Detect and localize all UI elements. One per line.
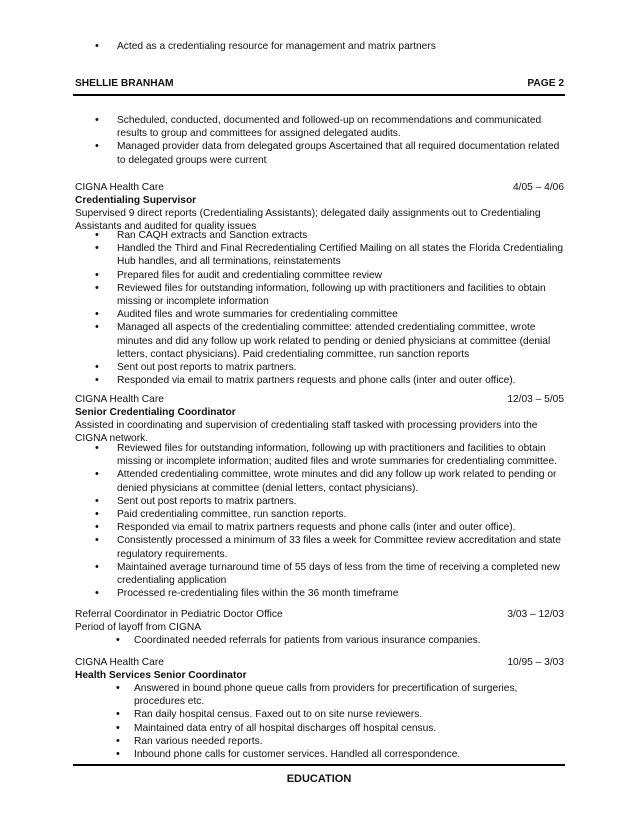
job-title: Senior Credentialing Coordinator [75, 407, 236, 418]
list-item: • Managed all aspects of the credentialing committee: attended credentialing committee, wrote minutes and did any follow up work related to pending or denied physicians at committee (denial letters, contact physicians). Paid credentialing committee, run sanction reports [117, 321, 567, 361]
list-item: • Sent out post reports to matrix partners. [117, 495, 567, 508]
job-bullet-list [0, 229, 567, 387]
list-item: • Answered in bound phone queue calls from providers for precertification of surgeries, procedures etc. [134, 682, 564, 708]
list-item: • Prepared files for audit and credentialing committee review [117, 269, 567, 282]
list-item: • Handled the Third and Final Recredentialing Certified Mailing on all states the Florida Credentialing Hub handles, and all terminations, reinstatements [117, 242, 567, 268]
list-item: • Responded via email to matrix partners requests and phone calls (inter and outer office). [117, 521, 567, 534]
list-item: • Reviewed files for outstanding information, following up with practitioners and facilities to obtain missing or incomplete information; audited files and wrote summaries for credentialing committee. [117, 442, 567, 468]
education-heading: EDUCATION [286, 773, 352, 785]
list-item: • Maintained data entry of all hospital discharges off hospital census. [134, 722, 564, 735]
list-item: • Acted as a credentialing resource for management and matrix partners [117, 40, 567, 53]
job-title: Credentialing Supervisor [75, 195, 197, 206]
list-item: • Responded via email to matrix partners requests and phone calls (inter and outer office). [117, 374, 567, 387]
job-bullet-list [0, 634, 564, 647]
job-dates: 3/03 – 12/03 [507, 609, 564, 620]
list-item: • Inbound phone calls for customer services. Handled all correspondence. [134, 748, 564, 761]
job-bullet-list [0, 682, 564, 761]
employer: CIGNA Health Care [75, 394, 164, 405]
job-dates: 10/95 – 3/03 [507, 657, 564, 668]
list-item: • Audited files and wrote summaries for credentialing committee [117, 308, 567, 321]
employer: CIGNA Health Care [75, 182, 164, 193]
list-item: • Ran CAQH extracts and Sanction extracts [117, 229, 567, 242]
list-item: • Maintained average turnaround time of 55 days of less from the time of receiving a completed new credentialing application [117, 561, 567, 587]
job-dates: 12/03 – 5/05 [507, 394, 564, 405]
job-title: Period of layoff from CIGNA [75, 622, 202, 633]
job-summary: Supervised 9 direct reports (Credentialing Assistants); delegated daily assignments out to Credentialing Assistants and audited for quality issues [75, 208, 541, 233]
list-item: • Ran daily hospital census. Faxed out to on site nurse reviewers. [134, 708, 564, 721]
list-item: • Reviewed files for outstanding information, following up with practitioners and facilities to obtain missing or incomplete information [117, 282, 567, 308]
top-bullet-list [0, 40, 567, 53]
list-item: • Ran various needed reports. [134, 735, 564, 748]
job-bullet-list [0, 442, 567, 600]
list-item: • Scheduled, conducted, documented and followed-up on recommendations and communicated results to group and committees for assigned delegated audits. [117, 114, 567, 140]
employer: CIGNA Health Care [75, 657, 164, 668]
job-summary: Assisted in coordinating and supervision of credentialing staff tasked with processing providers into the CIGNA network. [75, 420, 538, 445]
list-item: • Coordinated needed referrals for patients from various insurance companies. [134, 634, 564, 647]
employer: Referral Coordinator in Pediatric Doctor Office [75, 609, 283, 620]
header-rule [73, 94, 565, 96]
job-title: Health Services Senior Coordinator [75, 670, 247, 681]
list-item: • Managed provider data from delegated groups Ascertained that all required documentation related to delegated groups were current [117, 140, 567, 166]
job-dates: 4/05 – 4/06 [513, 182, 564, 193]
intro-bullet-list [0, 114, 567, 167]
list-item: • Processed re-credentialing files within the 36 month timeframe [117, 587, 567, 600]
page-number: PAGE 2 [527, 78, 564, 89]
candidate-name: SHELLIE BRANHAM [75, 78, 174, 89]
list-item: • Paid credentialing committee, run sanction reports. [117, 508, 567, 521]
list-item: • Attended credentialing committee, wrote minutes and did any follow up work related to pending or denied physicians at committee (denial letters, contact physicians). [117, 468, 567, 494]
list-item: • Consistently processed a minimum of 33 files a week for Committee review accreditation and state regulatory requirements. [117, 534, 567, 560]
education-rule [73, 764, 565, 766]
list-item: • Sent out post reports to matrix partners. [117, 361, 567, 374]
